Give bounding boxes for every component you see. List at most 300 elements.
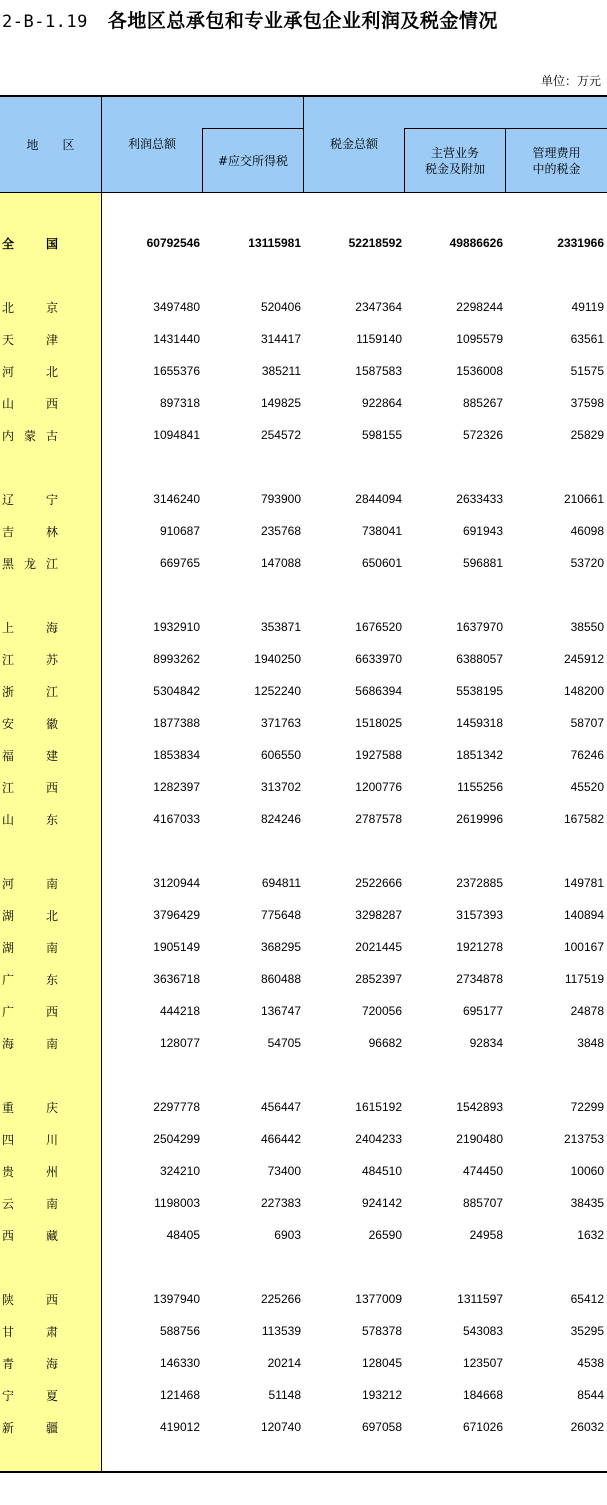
table-row [0, 867, 607, 899]
header-tax-total: 税金总额 [329, 137, 378, 151]
table-cell: 1377009 [355, 1292, 402, 1306]
region-name [2, 355, 58, 387]
region-name [2, 995, 58, 1027]
region-name-char: 西 [45, 780, 58, 795]
table-cell: 1159140 [356, 332, 402, 346]
table-cell: 1921278 [456, 940, 503, 954]
table-cell: 598155 [361, 428, 402, 442]
table-cell: 1095579 [456, 332, 503, 346]
table-cell: 1932910 [153, 620, 200, 634]
table-cell: 2844094 [355, 492, 402, 506]
table-cell: 25829 [570, 428, 604, 442]
table-cell: 466442 [260, 1132, 301, 1146]
region-name-char: 宁 [45, 492, 58, 507]
table-cell: 368295 [260, 940, 301, 954]
table-cell: 128077 [159, 1036, 200, 1050]
header-divider [202, 129, 203, 193]
table-cell: 8993262 [153, 652, 200, 666]
region-name [2, 1091, 58, 1123]
table-row [0, 291, 607, 323]
region-name-char: 藏 [45, 1228, 58, 1243]
region-name [2, 291, 58, 323]
unit-label: 单位：万元 [540, 74, 601, 88]
table-cell: 1940250 [254, 652, 301, 666]
table-cell: 385211 [261, 364, 301, 378]
region-name [2, 771, 58, 803]
table-row [0, 515, 607, 547]
table-cell: 1282397 [153, 780, 200, 794]
table-cell: 193212 [361, 1388, 402, 1402]
table-cell: 1632 [577, 1228, 604, 1242]
header-divider [202, 128, 303, 129]
region-name-char: 广 [2, 1004, 15, 1019]
region-name [2, 227, 58, 259]
region-name-char: 海 [45, 1356, 58, 1371]
table-cell: 1676520 [355, 620, 402, 634]
table-cell: 606550 [260, 748, 301, 762]
region-name-char: 甘 [2, 1324, 15, 1339]
table-cell: 235768 [260, 524, 301, 538]
table-cell: 2347364 [355, 300, 402, 314]
table-row [0, 419, 607, 451]
region-name-char: 河 [2, 364, 15, 379]
table-cell: 6388057 [456, 652, 503, 666]
table-cell: 37598 [570, 396, 604, 410]
table-cell: 2734878 [456, 972, 503, 986]
region-name-char: 吉 [2, 524, 15, 539]
region-name-char: 黑 [2, 556, 15, 571]
table-cell: 419012 [159, 1420, 200, 1434]
table-cell: 5304842 [153, 684, 200, 698]
table-cell: 596881 [462, 556, 503, 570]
table-row [0, 675, 607, 707]
table-row [0, 931, 607, 963]
table-cell: 26032 [570, 1420, 604, 1434]
table-cell: 474450 [462, 1164, 503, 1178]
table-cell: 824246 [260, 812, 301, 826]
table-row [0, 963, 607, 995]
region-name [2, 1379, 58, 1411]
table-cell: 456447 [260, 1100, 301, 1114]
table-cell: 697058 [361, 1420, 402, 1434]
table-cell: 910687 [159, 524, 200, 538]
header-divider [101, 97, 102, 193]
table-cell: 149825 [260, 396, 301, 410]
table-row [0, 611, 607, 643]
table-cell: 1200776 [355, 780, 402, 794]
region-name-char: 内 [2, 428, 15, 443]
table-cell: 669765 [159, 556, 200, 570]
table-cell: 671026 [462, 1420, 503, 1434]
table-row [0, 387, 607, 419]
table-cell: 254572 [260, 428, 301, 442]
header-main-business-tax-line1: 主营业务 [430, 145, 479, 160]
header-main-business-tax-line2: 税金及附加 [424, 161, 485, 176]
table-cell: 2021445 [355, 940, 402, 954]
header-main-business-tax [405, 129, 505, 192]
table-cell: 695177 [462, 1004, 503, 1018]
table-cell: 1655376 [153, 364, 200, 378]
table-cell: 4538 [577, 1356, 604, 1370]
table-cell: 54705 [267, 1036, 301, 1050]
region-name-char: 浙 [2, 684, 15, 699]
page-title [2, 6, 498, 33]
table-cell: 520406 [260, 300, 301, 314]
region-name-char: 徽 [45, 716, 58, 731]
table-cell: 46098 [570, 524, 604, 538]
region-name-char: 川 [45, 1132, 58, 1147]
region-name-char: 新 [2, 1420, 15, 1435]
table-cell: 20214 [267, 1356, 301, 1370]
table-cell: 1094841 [153, 428, 200, 442]
region-name-char: 安 [2, 716, 15, 731]
table-cell: 92834 [469, 1036, 503, 1050]
table-row [0, 1315, 607, 1347]
table-cell: 2852397 [355, 972, 402, 986]
table-cell: 136747 [260, 1004, 301, 1018]
table-row [0, 547, 607, 579]
table-cell: 24878 [570, 1004, 604, 1018]
header-divider [404, 128, 607, 129]
table-cell: 35295 [570, 1324, 604, 1338]
table-cell: 140894 [563, 908, 604, 922]
region-name [2, 515, 58, 547]
table-cell: 775648 [260, 908, 301, 922]
region-name [2, 323, 58, 355]
table-cell: 53720 [570, 556, 604, 570]
table-cell: 146330 [159, 1356, 200, 1370]
region-name-char: 龙 [23, 556, 36, 571]
table-cell: 3636718 [153, 972, 200, 986]
table-cell: 49886626 [449, 236, 503, 250]
table-cell: 52218592 [348, 236, 402, 250]
region-name-char: 蒙 [23, 428, 36, 443]
table-row [0, 1283, 607, 1315]
region-name-char: 建 [45, 748, 58, 763]
header-divider [303, 97, 304, 193]
table-row [0, 707, 607, 739]
table-header [0, 97, 607, 193]
table-row [0, 1347, 607, 1379]
table-cell: 1198003 [154, 1196, 200, 1210]
table-cell: 2619996 [456, 812, 503, 826]
table-cell: 76246 [570, 748, 604, 762]
table-cell: 38550 [570, 620, 604, 634]
region-name-char: 湖 [2, 908, 15, 923]
region-name-char: 云 [2, 1196, 15, 1211]
region-name [2, 1347, 58, 1379]
region-name [2, 675, 58, 707]
table-cell: 3497480 [153, 300, 200, 314]
table-cell: 1615192 [355, 1100, 402, 1114]
region-name-char: 湖 [2, 940, 15, 955]
header-profit-total: 利润总额 [127, 137, 176, 151]
table-cell: 149781 [563, 876, 604, 890]
region-name-char: 山 [2, 396, 15, 411]
table-row [0, 1091, 607, 1123]
table-row [0, 323, 607, 355]
region-name-char: 东 [45, 972, 58, 987]
region-name [2, 1123, 58, 1155]
table-cell: 371763 [260, 716, 301, 730]
data-table [0, 95, 607, 1473]
table-cell: 4167033 [153, 812, 200, 826]
table-cell: 314417 [260, 332, 301, 346]
table-cell: 1397940 [153, 1292, 200, 1306]
region-name [2, 1219, 58, 1251]
table-cell: 65412 [570, 1292, 604, 1306]
region-name-char: 南 [45, 940, 58, 955]
region-name-char: 津 [45, 332, 58, 347]
table-cell: 58707 [570, 716, 604, 730]
region-name [2, 963, 58, 995]
table-cell: 353871 [260, 620, 301, 634]
region-name-char: 国 [45, 236, 58, 251]
region-name-char: 海 [2, 1036, 15, 1051]
table-cell: 3146240 [153, 492, 200, 506]
region-name-char: 疆 [45, 1420, 58, 1435]
region-name [2, 419, 58, 451]
table-cell: 1536008 [456, 364, 503, 378]
region-name-char: 夏 [45, 1388, 58, 1403]
table-cell: 691943 [462, 524, 503, 538]
region-name-char: 庆 [45, 1100, 58, 1115]
region-name-char: 陕 [2, 1292, 15, 1307]
table-cell: 578378 [361, 1324, 402, 1338]
region-name-char: 海 [45, 620, 58, 635]
table-cell: 227383 [260, 1196, 301, 1210]
region-name-char: 江 [2, 780, 15, 795]
table-cell: 2297778 [153, 1100, 200, 1114]
table-cell: 245912 [563, 652, 604, 666]
table-row-total [0, 227, 607, 259]
region-name-char: 北 [45, 364, 58, 379]
table-cell: 213753 [563, 1132, 604, 1146]
region-name-char: 北 [2, 300, 15, 315]
region-name-char: 全 [2, 236, 15, 251]
region-name [2, 1315, 58, 1347]
table-cell: 3157393 [456, 908, 503, 922]
table-cell: 1518025 [355, 716, 402, 730]
table-cell: 1311597 [457, 1292, 503, 1306]
header-mgmt-tax-line1: 管理费用 [532, 145, 581, 160]
table-cell: 588756 [159, 1324, 200, 1338]
table-cell: 51148 [268, 1388, 301, 1402]
table-cell: 2787578 [355, 812, 402, 826]
table-cell: 650601 [361, 556, 402, 570]
region-name-char: 北 [45, 908, 58, 923]
table-cell: 444218 [159, 1004, 200, 1018]
table-cell: 2404233 [355, 1132, 402, 1146]
table-row [0, 1411, 607, 1443]
table-cell: 48405 [166, 1228, 200, 1242]
table-cell: 147088 [260, 556, 301, 570]
table-cell: 1431440 [153, 332, 200, 346]
table-cell: 1853834 [153, 748, 200, 762]
table-cell: 128045 [361, 1356, 402, 1370]
table-cell: 6633970 [355, 652, 402, 666]
table-cell: 1252240 [254, 684, 301, 698]
table-cell: 720056 [361, 1004, 402, 1018]
region-name [2, 483, 58, 515]
region-name-char: 重 [2, 1100, 15, 1115]
table-cell: 3120944 [153, 876, 200, 890]
header-divider [404, 129, 405, 193]
table-cell: 10060 [570, 1164, 604, 1178]
table-cell: 51575 [570, 364, 604, 378]
table-cell: 73400 [267, 1164, 301, 1178]
table-row [0, 899, 607, 931]
region-name-char: 贵 [2, 1164, 15, 1179]
table-cell: 1542893 [456, 1100, 503, 1114]
table-cell: 897318 [159, 396, 200, 410]
table-row [0, 803, 607, 835]
table-cell: 117519 [564, 972, 604, 986]
table-cell: 313702 [260, 780, 301, 794]
region-name [2, 739, 58, 771]
table-cell: 72299 [570, 1100, 604, 1114]
table-cell: 24958 [469, 1228, 503, 1242]
region-name-char: 山 [2, 812, 15, 827]
table-row [0, 1155, 607, 1187]
region-name-char: 林 [45, 524, 58, 539]
table-cell: 885267 [462, 396, 503, 410]
table-row [0, 1187, 607, 1219]
table-cell: 922864 [361, 396, 402, 410]
region-name [2, 1283, 58, 1315]
table-row [0, 1027, 607, 1059]
table-cell: 572326 [462, 428, 503, 442]
region-name [2, 387, 58, 419]
region-name [2, 643, 58, 675]
region-name [2, 899, 58, 931]
table-row [0, 739, 607, 771]
table-row [0, 1379, 607, 1411]
table-row [0, 643, 607, 675]
region-name [2, 1155, 58, 1187]
table-row [0, 1123, 607, 1155]
table-cell: 2331966 [557, 236, 604, 250]
table-cell: 3848 [577, 1036, 604, 1050]
region-name-char: 福 [2, 748, 15, 763]
table-cell: 2633433 [456, 492, 503, 506]
header-mgmt-tax-line2: 中的税金 [532, 161, 581, 176]
table-cell: 924142 [361, 1196, 402, 1210]
table-cell: 1637970 [456, 620, 503, 634]
table-cell: 1927588 [355, 748, 402, 762]
region-name [2, 867, 58, 899]
table-cell: 167582 [563, 812, 604, 826]
table-cell: 3298287 [355, 908, 402, 922]
table-code: 2-B-1.19 [2, 12, 88, 32]
table-cell: 1851342 [456, 748, 503, 762]
region-name-char: 河 [2, 876, 15, 891]
region-name-char: 江 [45, 684, 58, 699]
region-name-char: 四 [2, 1132, 15, 1147]
table-cell: 1877388 [153, 716, 200, 730]
table-row [0, 483, 607, 515]
header-mgmt-tax [506, 129, 607, 192]
table-cell: 38435 [570, 1196, 604, 1210]
table-cell: 793900 [260, 492, 301, 506]
table-cell: 860488 [260, 972, 301, 986]
region-name-char: 西 [2, 1228, 15, 1243]
region-name-char: 京 [45, 300, 58, 315]
region-name-char: 江 [45, 556, 58, 571]
header-divider [505, 129, 506, 193]
table-cell: 210661 [563, 492, 604, 506]
region-name-char: 南 [45, 1036, 58, 1051]
table-cell: 60792546 [146, 236, 200, 250]
table-cell: 5538195 [456, 684, 503, 698]
table-cell: 1587583 [355, 364, 402, 378]
region-name-char: 苏 [45, 652, 58, 667]
table-cell: 5686394 [355, 684, 402, 698]
table-cell: 2372885 [456, 876, 503, 890]
table-cell: 885707 [462, 1196, 503, 1210]
region-name-char: 广 [2, 972, 15, 987]
table-cell: 694811 [261, 876, 301, 890]
region-name-char: 州 [45, 1164, 58, 1179]
region-name-char: 南 [45, 1196, 58, 1211]
table-row [0, 1219, 607, 1251]
table-cell: 148200 [563, 684, 604, 698]
region-name [2, 803, 58, 835]
table-cell: 8544 [577, 1388, 604, 1402]
table-cell: 1155256 [457, 780, 503, 794]
table-cell: 324210 [159, 1164, 200, 1178]
region-name-char: 西 [45, 1292, 58, 1307]
table-row [0, 771, 607, 803]
region-name [2, 707, 58, 739]
table-cell: 1459318 [456, 716, 503, 730]
region-name-char: 青 [2, 1356, 15, 1371]
region-name-char: 上 [2, 620, 15, 635]
region-name-char: 宁 [2, 1388, 15, 1403]
header-income-tax: #应交所得税 [217, 153, 289, 168]
table-row [0, 995, 607, 1027]
region-name-char: 东 [45, 812, 58, 827]
region-name-char: 江 [2, 652, 15, 667]
region-name [2, 1027, 58, 1059]
region-name [2, 611, 58, 643]
table-title: 各地区总承包和专业承包企业利润及税金情况 [107, 10, 498, 32]
region-name [2, 931, 58, 963]
region-name-char: 肃 [45, 1324, 58, 1339]
region-name-char: 天 [2, 332, 15, 347]
region-name-char: 古 [45, 428, 58, 443]
region-name-char: 西 [45, 1004, 58, 1019]
table-cell: 225266 [260, 1292, 301, 1306]
header-region: 地 区 [26, 137, 75, 152]
table-cell: 121468 [159, 1388, 200, 1402]
region-name [2, 1187, 58, 1219]
table-cell: 45520 [570, 780, 604, 794]
table-cell: 96682 [368, 1036, 402, 1050]
table-cell: 63561 [570, 332, 604, 346]
table-row [0, 355, 607, 387]
table-cell: 120740 [260, 1420, 301, 1434]
table-cell: 184668 [462, 1388, 503, 1402]
table-cell: 2190480 [456, 1132, 503, 1146]
table-cell: 2522666 [355, 876, 402, 890]
region-name-char: 辽 [2, 492, 15, 507]
region-name-char: 西 [45, 396, 58, 411]
table-cell: 113539 [261, 1324, 301, 1338]
table-cell: 3796429 [153, 908, 200, 922]
table-cell: 26590 [368, 1228, 402, 1242]
table-cell: 2504299 [153, 1132, 200, 1146]
